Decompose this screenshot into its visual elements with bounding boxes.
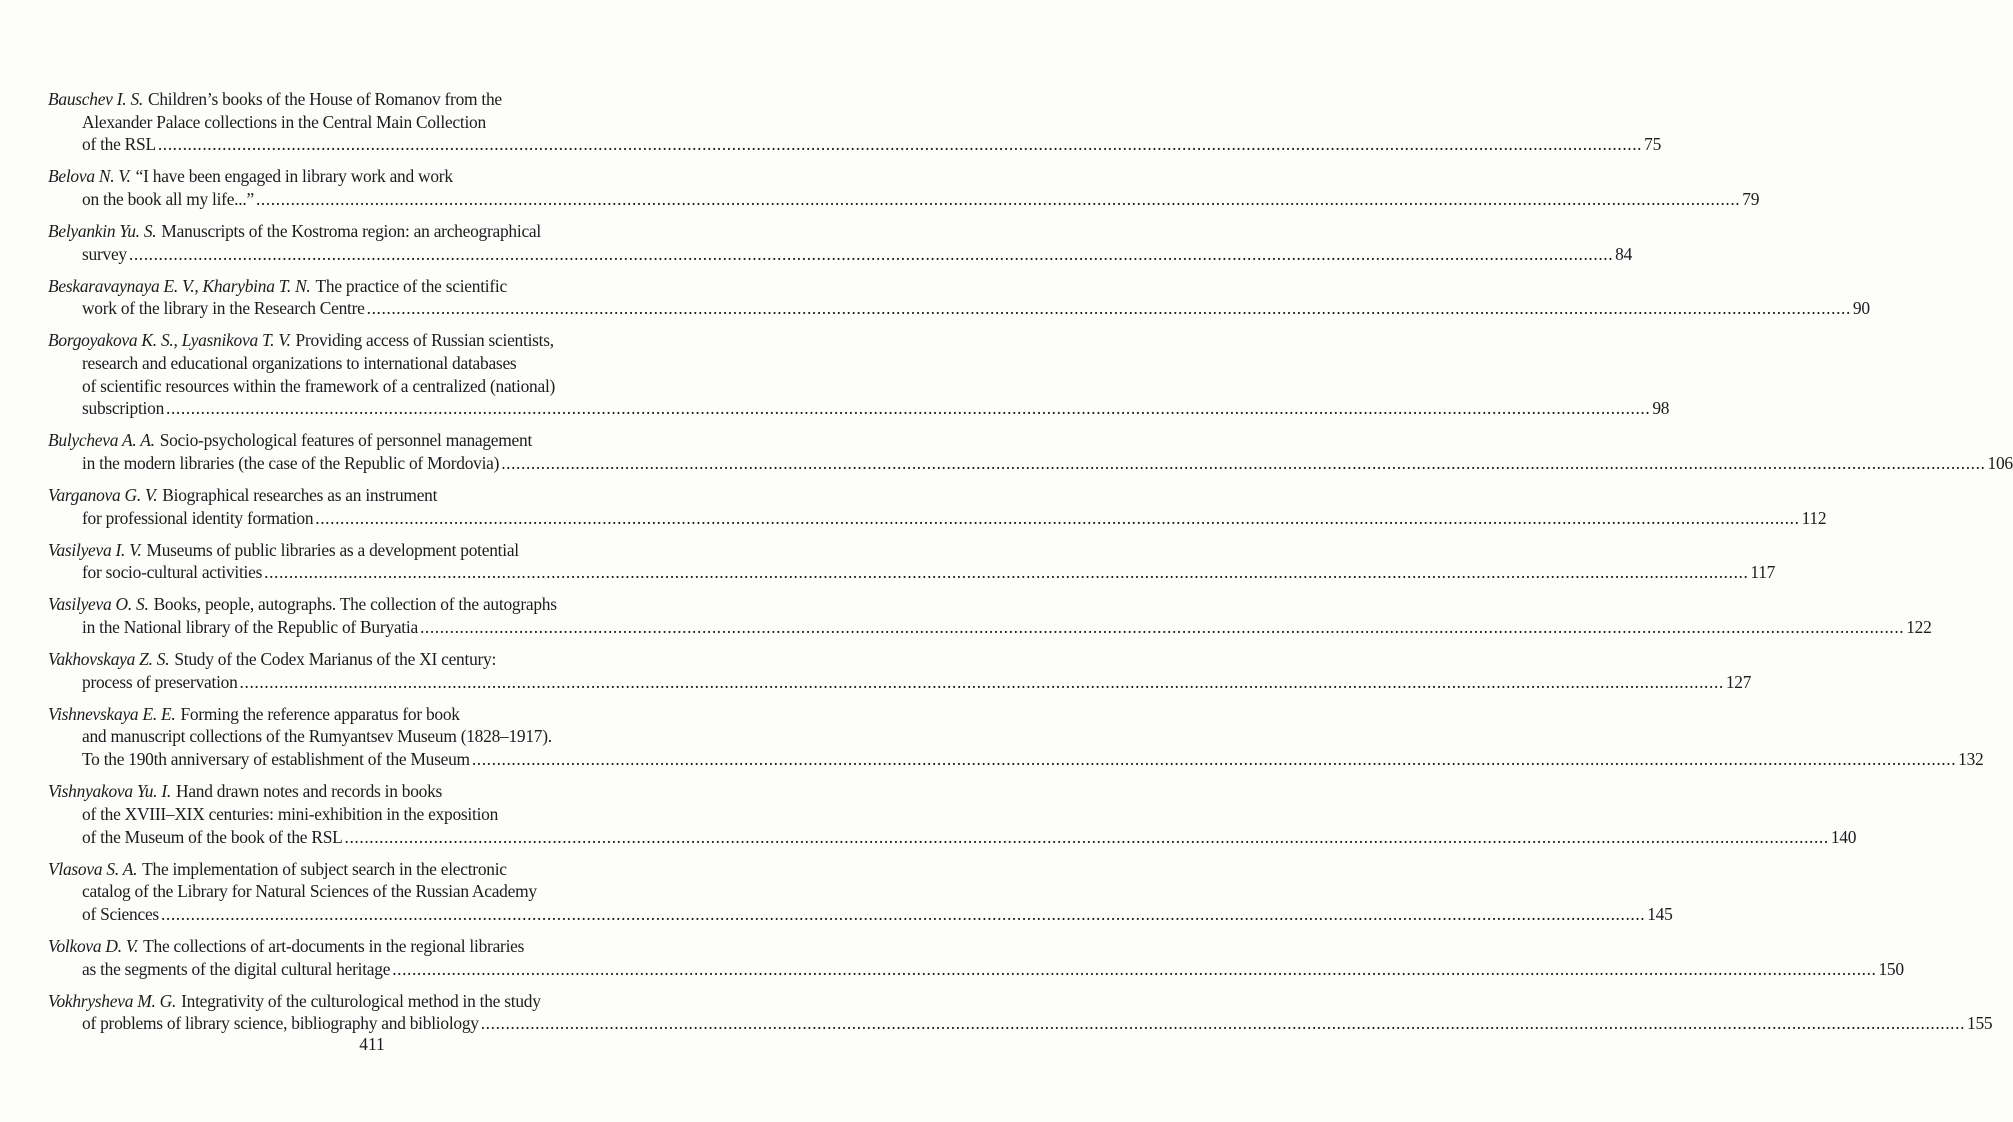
toc-line: [48, 275, 684, 298]
entry-title-line: The practice of the scientific: [315, 275, 507, 296]
toc-line: [48, 958, 1904, 981]
dot-leader: ............................................................................................................................................................................................................................................................................................................: [239, 671, 1724, 692]
entry-title-line: The implementation of subject search in the electronic: [142, 858, 507, 879]
toc-line: [48, 452, 2013, 475]
toc-line: [48, 165, 684, 188]
toc-line: [48, 725, 684, 748]
toc-entry: [48, 648, 1752, 693]
entry-page-number: 150: [1878, 958, 1904, 979]
toc-line: [48, 616, 1932, 639]
toc-line: [48, 507, 1827, 530]
toc-line: [48, 935, 684, 958]
entry-page-number: 145: [1647, 903, 1673, 924]
entry-title-line: of the RSL: [82, 134, 156, 155]
toc-entry: [48, 539, 1776, 584]
toc-line: [48, 352, 684, 375]
entry-title-line: research and educational organizations to international databases: [82, 353, 517, 374]
entry-author: Vishnevskaya E. E.: [48, 703, 176, 724]
toc-line: [48, 88, 684, 111]
entry-title-line: The collections of art-documents in the regional libraries: [143, 935, 525, 956]
entry-title-line: in the modern libraries (the case of the Republic of Mordovia): [82, 453, 500, 474]
dot-leader: ............................................................................................................................................................................................................................................................................................................: [480, 1013, 1966, 1034]
toc-line: [48, 188, 1760, 211]
entry-title-line: Children’s books of the House of Romanov from the: [148, 89, 502, 109]
toc-line: [48, 397, 1670, 420]
toc-entry: [48, 329, 1670, 420]
entry-author: Borgoyakova K. S., Lyasnikova T. V.: [48, 330, 291, 351]
dot-leader: ............................................................................................................................................................................................................................................................................................................: [315, 507, 1800, 528]
dot-leader: ............................................................................................................................................................................................................................................................................................................: [157, 134, 1643, 155]
entry-page-number: 117: [1750, 562, 1776, 583]
entry-author: Beskaravaynaya E. V., Kharybina T. N.: [48, 275, 311, 296]
toc-line: [48, 539, 684, 562]
entry-title-line: process of preservation: [82, 671, 238, 692]
toc-entry: [48, 165, 1760, 210]
dot-leader: ............................................................................................................................................................................................................................................................................................................: [128, 243, 1614, 264]
entry-title-line: Forming the reference apparatus for book: [180, 703, 460, 724]
entry-title-line: of Sciences: [82, 903, 159, 924]
toc-line: [48, 593, 684, 616]
toc-line: [48, 858, 684, 881]
page-number: 411: [359, 1034, 385, 1054]
entry-author: Vasilyeva I. V.: [48, 539, 142, 560]
toc-line: [48, 671, 1752, 694]
entry-author: Vlasova S. A.: [48, 858, 138, 879]
toc-line: [48, 748, 1984, 771]
toc-entry: [48, 220, 1633, 265]
toc-line: [48, 111, 684, 134]
toc-line: [48, 648, 684, 671]
entry-author: Varganova G. V.: [48, 485, 158, 506]
dot-leader: ............................................................................................................................................................................................................................................................................................................: [160, 903, 1646, 924]
entry-page-number: 155: [1967, 1013, 1993, 1034]
dot-leader: ............................................................................................................................................................................................................................................................................................................: [419, 617, 1905, 638]
entry-page-number: 127: [1725, 671, 1752, 692]
toc-line: [48, 1012, 1993, 1035]
toc-entry: [48, 275, 1870, 320]
entry-page-number: 84: [1615, 243, 1633, 264]
entry-title-line: for socio-cultural activities: [82, 562, 263, 583]
entry-title-line: Books, people, autographs. The collection of the autographs: [153, 594, 557, 615]
toc-line: [48, 703, 684, 726]
dot-leader: ............................................................................................................................................................................................................................................................................................................: [471, 749, 1957, 770]
dot-leader: ............................................................................................................................................................................................................................................................................................................: [255, 189, 1741, 210]
entry-author: Vasilyeva O. S.: [48, 594, 149, 615]
entry-title-line: for professional identity formation: [82, 507, 314, 528]
dot-leader: ............................................................................................................................................................................................................................................................................................................: [392, 958, 1877, 979]
entry-page-number: 112: [1801, 507, 1827, 528]
toc-line: [48, 297, 1870, 320]
toc-line: [48, 220, 684, 243]
toc-entry: [48, 429, 2013, 474]
entry-title-line: Integrativity of the culturological method in the study: [181, 990, 541, 1011]
entry-author: Vishnyakova Yu. I.: [48, 781, 172, 802]
entry-title-line: Manuscripts of the Kostroma region: an archeographical: [161, 221, 541, 242]
toc-line: [48, 880, 684, 903]
toc-line: [48, 133, 1662, 156]
toc-line: [48, 903, 1673, 926]
entry-title-line: of the Museum of the book of the RSL: [82, 826, 343, 847]
entry-title-line: Hand drawn notes and records in books: [176, 781, 443, 802]
entry-title-line: of scientific resources within the framework of a centralized (national): [82, 375, 556, 396]
entry-title-line: Biographical researches as an instrument: [162, 485, 438, 506]
toc-entry: [48, 88, 1662, 156]
dot-leader: ............................................................................................................................................................................................................................................................................................................: [501, 453, 1986, 474]
toc-line: [48, 243, 1633, 266]
toc-entry: [48, 484, 1827, 529]
entry-page-number: 140: [1830, 826, 1857, 847]
entry-author: Vakhovskaya Z. S.: [48, 649, 170, 670]
entry-author: Bauschev I. S.: [48, 89, 144, 109]
toc-line: [48, 803, 684, 826]
entry-title-line: To the 190th anniversary of establishment of the Museum: [82, 749, 470, 770]
entry-title-line: as the segments of the digital cultural heritage: [82, 958, 391, 979]
entry-page-number: 132: [1958, 749, 1984, 770]
toc-entry: [48, 990, 1993, 1035]
entry-title-line: on the book all my life...”: [82, 189, 254, 210]
entry-author: Belova N. V.: [48, 166, 131, 187]
toc-entry: [48, 780, 1857, 848]
entry-title-line: Study of the Codex Marianus of the XI century:: [174, 649, 497, 670]
entry-page-number: 75: [1644, 134, 1662, 155]
entry-page-number: 90: [1852, 298, 1870, 319]
entry-title-line: subscription: [82, 398, 165, 419]
entry-page-number: 79: [1742, 189, 1760, 210]
entry-title-line: survey: [82, 243, 127, 264]
entry-page-number: 106: [1987, 453, 2013, 474]
dot-leader: ............................................................................................................................................................................................................................................................................................................: [366, 298, 1851, 319]
entry-author: Belyankin Yu. S.: [48, 221, 157, 242]
entry-title-line: of the XVIII–XIX centuries: mini-exhibition in the exposition: [82, 803, 499, 824]
entry-title-line: and manuscript collections of the Rumyantsev Museum (1828–1917).: [82, 726, 552, 747]
entry-title-line: “I have been engaged in library work and work: [135, 166, 453, 187]
toc-line: [48, 375, 684, 398]
entry-title-line: Alexander Palace collections in the Central Main Collection: [82, 111, 486, 132]
entry-title-line: Museums of public libraries as a development potential: [146, 539, 519, 560]
entry-title-line: Providing access of Russian scientists,: [295, 330, 554, 351]
toc-line: [48, 826, 1857, 849]
toc-entry: [48, 593, 1932, 638]
toc-line: [48, 484, 684, 507]
entry-author: Bulycheva A. A.: [48, 430, 155, 451]
dot-leader: ............................................................................................................................................................................................................................................................................................................: [166, 398, 1651, 419]
toc-line: [48, 429, 684, 452]
dot-leader: ............................................................................................................................................................................................................................................................................................................: [344, 826, 1829, 847]
entry-title-line: Socio-psychological features of personnel management: [159, 430, 533, 451]
toc-line: [48, 990, 684, 1013]
toc-entry: [48, 935, 1904, 980]
entry-title-line: catalog of the Library for Natural Sciences of the Russian Academy: [82, 881, 537, 902]
entry-title-line: work of the library in the Research Centre: [82, 298, 365, 319]
entry-author: Volkova D. V.: [48, 935, 139, 956]
toc-line: [48, 561, 1776, 584]
toc-entry: [48, 703, 1984, 771]
entry-title-line: of problems of library science, bibliography and bibliology: [82, 1013, 479, 1034]
entry-author: Vokhrysheva M. G.: [48, 990, 177, 1011]
toc-line: [48, 329, 684, 352]
entry-title-line: in the National library of the Republic of Buryatia: [82, 617, 418, 638]
table-of-contents: [48, 88, 2013, 1044]
entry-page-number: 122: [1906, 617, 1932, 638]
toc-entry: [48, 858, 1673, 926]
entry-page-number: 98: [1652, 398, 1670, 419]
dot-leader: ............................................................................................................................................................................................................................................................................................................: [264, 562, 1749, 583]
toc-line: [48, 780, 684, 803]
